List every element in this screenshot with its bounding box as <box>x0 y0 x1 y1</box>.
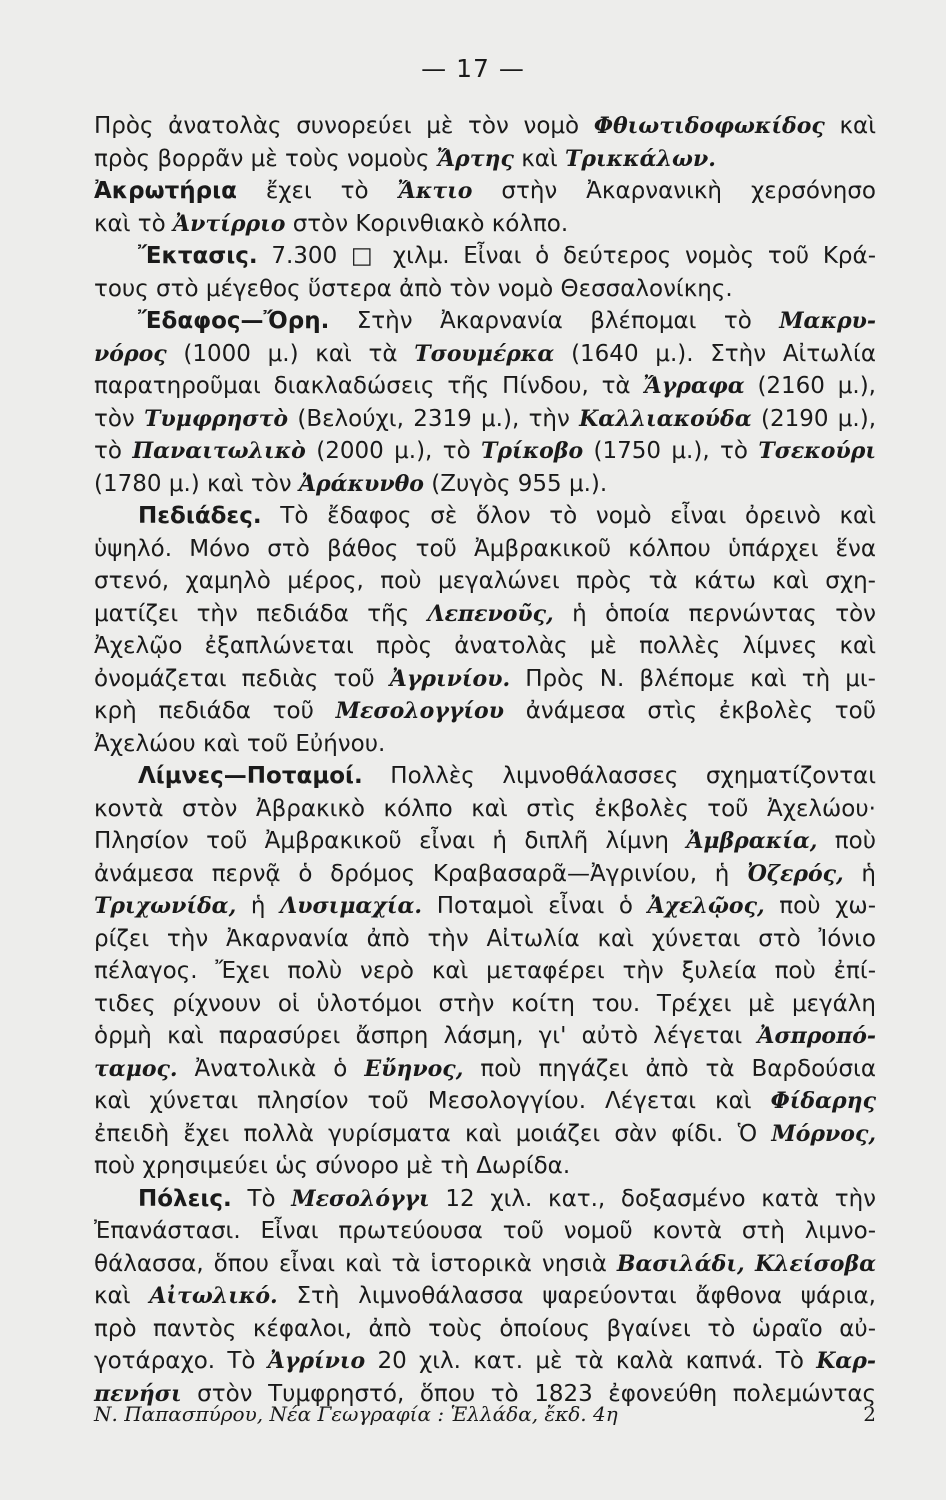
text-run: (1780 μ.) καὶ τὸν <box>94 470 299 497</box>
text-line <box>94 1345 876 1378</box>
text-run: ἀνάμεσα στὶς ἐκβολὲς τοῦ <box>503 698 877 724</box>
text-line <box>94 1183 876 1216</box>
text-run: Ἀχελῷο ἐξαπλώνεται πρὸς ἀνατολὰς μὲ πολλὲς λίμνες καὶ <box>94 633 876 659</box>
text-line <box>94 825 876 858</box>
emphasized-term: νόρος <box>94 340 167 367</box>
text-line <box>94 1118 876 1151</box>
text-line <box>94 663 876 696</box>
text-run: θάλασσα, ὅπου εἶναι καὶ τὰ ἱστορικὰ νησιὰ <box>94 1250 617 1277</box>
emphasized-term: Βασιλάδι, Κλείσοβα <box>616 1250 876 1277</box>
section-heading: Πόλεις. <box>138 1185 232 1212</box>
section-heading: Ἔδαφος—Ὄρη. <box>138 308 330 334</box>
text-run: (2000 μ.), τὸ <box>305 438 482 464</box>
emphasized-term: Ἀγρίνιο <box>267 1348 366 1374</box>
text-run: ποὺ <box>817 828 877 854</box>
text-line <box>94 1085 876 1118</box>
text-line <box>94 338 876 371</box>
text-run: τιδες ρίχνουν οἱ ὑλοτόμοι στὴν κοίτη του. Τρέχει μὲ μεγάλη <box>94 990 876 1017</box>
section-heading: Λίμνες—Ποταμοί. <box>138 763 363 789</box>
emphasized-term: Ἄκτιο <box>397 178 473 204</box>
emphasized-term: Ὀζερός, <box>747 860 844 887</box>
text-run: Ποταμοὶ εἶναι ὁ <box>422 893 648 919</box>
emphasized-term: Μόρνος, <box>771 1120 876 1147</box>
text-line <box>94 240 876 273</box>
text-line <box>94 1020 876 1053</box>
emphasized-term: Λεπενοῦς, <box>427 600 554 627</box>
text-run: Πρὸς ἀνατολὰς συνορεύει μὲ τὸν νομὸ <box>94 113 594 139</box>
section-heading: Ἔκτασις. <box>138 243 258 269</box>
text-line <box>94 695 876 728</box>
text-run: πρὸς βορρᾶν μὲ τοὺς νομοὺς <box>94 145 437 172</box>
text-run: ἡ <box>843 860 876 887</box>
text-run: Πλησίον τοῦ Ἀμβρακικοῦ εἶναι ἡ διπλῆ λίμνη <box>94 828 687 854</box>
text-run: 12 χιλ. κατ., δοξασμένο κατὰ τὴν <box>429 1185 876 1212</box>
page-footer <box>94 1402 876 1426</box>
body-text <box>94 110 876 1410</box>
emphasized-term: Τσουμέρκα <box>414 340 555 367</box>
emphasized-term: ταμος. <box>94 1055 178 1082</box>
text-line <box>94 1215 876 1248</box>
text-run: ἐπειδὴ ἔχει πολλὰ γυρίσματα καὶ μοιάζει σὰν φίδι. Ὁ <box>94 1120 772 1147</box>
text-run: ματίζει τὴν πεδιάδα τῆς <box>94 600 428 627</box>
text-run: στενό, χαμηλὸ μέρος, ποὺ μεγαλώνει πρὸς τὰ κάτω καὶ σχη- <box>94 568 876 594</box>
text-run: ὁρμὴ καὶ παρασύρει ἄσπρη λάσμη, γι' αὐτὸ λέγεται <box>94 1023 758 1049</box>
emphasized-term: Φθιωτιδοφωκίδος <box>593 113 825 139</box>
emphasized-term: Τρίκοβο <box>481 438 584 464</box>
text-line <box>94 1053 876 1086</box>
emphasized-term: Μεσολογγίου <box>335 698 504 724</box>
emphasized-term: Μακρυ- <box>779 308 876 334</box>
emphasized-term: Ἄρτης <box>436 145 514 172</box>
text-line <box>94 630 876 663</box>
text-line <box>94 143 876 176</box>
text-run: Ἐπανάστασι. Εἶναι πρωτεύουσα τοῦ νομοῦ κοντὰ στὴ λιμνο- <box>94 1218 876 1244</box>
page-number: — 17 — <box>421 54 525 83</box>
emphasized-term: Αἰτωλικό. <box>149 1283 278 1309</box>
text-run: (2160 μ.), <box>744 373 876 399</box>
text-line <box>94 1150 876 1183</box>
text-line <box>94 1248 876 1281</box>
emphasized-term: πενήσι <box>94 1380 182 1407</box>
emphasized-term: Καλλιακούδα <box>579 405 752 432</box>
text-run: Τὸ <box>231 1185 292 1212</box>
text-run: κρὴ πεδιάδα τοῦ <box>94 698 336 724</box>
text-run: ρίζει τὴν Ἀκαρνανία ἀπὸ τὴν Αἰτωλία καὶ χύνεται στὸ Ἰόνιο <box>94 925 876 952</box>
text-run: καὶ <box>824 113 876 139</box>
text-run: πρὸ παντὸς κέφαλοι, ἀπὸ τοὺς ὁποίους βγαίνει τὸ ὡραῖο αὐ- <box>94 1315 876 1342</box>
text-run: κοντὰ στὸν Ἀβρακικὸ κόλπο καὶ στὶς ἐκβολὲς τοῦ Ἀχελώου· <box>94 795 876 822</box>
text-line <box>94 598 876 631</box>
text-run: ἡ ὁποία περνώντας τὸν <box>553 600 876 627</box>
text-line <box>94 273 876 306</box>
text-run: ποὺ χω- <box>764 893 876 919</box>
text-run: Τὸ ἔδαφος σὲ ὅλον τὸ νομὸ εἶναι ὀρεινὸ καὶ <box>261 503 876 529</box>
text-line <box>94 1280 876 1313</box>
footer-citation: Ν. Παπασπύρου, Νέα Γεωγραφία : Ἑλλάδα, ἔκδ. 4η <box>94 1402 618 1426</box>
text-run: Πολλὲς λιμνοθάλασσες σχηματίζονται <box>362 763 876 789</box>
text-line <box>94 760 876 793</box>
text-run: τὸ <box>94 438 133 464</box>
emphasized-term: Λυσιμαχία. <box>280 893 423 919</box>
text-run: καὶ <box>94 1283 150 1309</box>
emphasized-term: Ἀμβρακία, <box>686 828 818 854</box>
text-run: Στὴν Ἀκαρνανία βλέπομαι τὸ <box>329 308 780 334</box>
text-run: (1000 μ.) καὶ τὰ <box>166 340 415 367</box>
text-run: ἡ <box>236 893 281 919</box>
text-line <box>94 435 876 468</box>
text-line <box>94 565 876 598</box>
emphasized-term: Μεσολόγγι <box>291 1185 430 1212</box>
emphasized-term: Ἀντίρριο <box>173 210 286 237</box>
text-run: Ἀνατολικὰ ὁ <box>177 1055 365 1082</box>
text-line <box>94 468 876 501</box>
text-run: στὴν Ἀκαρνανικὴ χερσόνησο <box>472 178 876 204</box>
section-heading: Ἀκρωτήρια <box>94 178 237 204</box>
text-line <box>94 955 876 988</box>
emphasized-term: Παναιτωλικὸ <box>132 438 306 464</box>
text-line <box>94 403 876 436</box>
emphasized-term: Τυμφρηστὸ <box>144 405 289 432</box>
text-line <box>94 858 876 891</box>
text-run: 7.300 □ χιλμ. Εἶναι ὁ δεύτερος νομὸς τοῦ Κρά- <box>257 243 876 269</box>
text-line <box>94 305 876 338</box>
text-run: (1750 μ.), τὸ <box>583 438 759 464</box>
emphasized-term: Ἀράκυνθο <box>298 470 424 497</box>
text-line <box>94 500 876 533</box>
emphasized-term: Ἀσπροπό- <box>757 1023 876 1049</box>
text-line <box>94 370 876 403</box>
text-run: Ἀχελώου καὶ τοῦ Εὐήνου. <box>94 730 386 757</box>
section-heading: Πεδιάδες. <box>138 503 262 529</box>
text-line <box>94 793 876 826</box>
text-line <box>94 988 876 1021</box>
emphasized-term: Καρ- <box>816 1348 876 1374</box>
signature-number: 2 <box>863 1402 876 1426</box>
emphasized-term: Τρικκάλων. <box>565 145 716 172</box>
text-line <box>94 175 876 208</box>
text-run: στὸν Κορινθιακὸ κόλπο. <box>285 210 569 237</box>
emphasized-term: Ἀγρινίου. <box>389 665 511 692</box>
emphasized-term: Φίδαρης <box>770 1088 876 1114</box>
text-run: παρατηροῦμαι διακλαδώσεις τῆς Πίνδου, τὰ <box>94 373 644 399</box>
text-run: γοτάραχο. Τὸ <box>94 1348 268 1374</box>
text-line <box>94 923 876 956</box>
emphasized-term: Ἀχελῷος, <box>647 893 765 919</box>
text-run: Πρὸς Ν. βλέπομε καὶ τὴ μι- <box>510 665 876 692</box>
emphasized-term: Τσεκούρι <box>758 438 876 464</box>
text-run: (Ζυγὸς 955 μ.). <box>423 470 608 497</box>
text-run: τους στὸ μέγεθος ὕστερα ἀπὸ τὸν νομὸ Θεσσαλονίκης. <box>94 275 733 302</box>
text-run: Στὴ λιμνοθάλασσα ψαρεύονται ἄφθονα ψάρια, <box>277 1283 876 1309</box>
text-run: (2190 μ.), <box>751 405 877 432</box>
text-run: 20 χιλ. κατ. μὲ τὰ καλὰ καπνά. Τὸ <box>365 1348 817 1374</box>
text-run: στὸν Τυμφρηστό, ὅπου τὸ 1823 ἐφονεύθη πολεμώντας <box>181 1380 876 1407</box>
text-run: ἀνάμεσα περνᾷ ὁ δρόμος Κραβασαρᾶ—Ἀγρινίου, ἡ <box>94 860 748 887</box>
text-run: καὶ τὸ <box>94 210 174 237</box>
emphasized-term: Ἄγραφα <box>643 373 745 399</box>
text-line <box>94 890 876 923</box>
text-run: καὶ χύνεται πλησίον τοῦ Μεσολογγίου. Λέγεται καὶ <box>94 1088 771 1114</box>
text-line <box>94 533 876 566</box>
text-run: ἔχει τὸ <box>236 178 398 204</box>
text-run: ποὺ πηγάζει ἀπὸ τὰ Βαρδούσια <box>463 1055 876 1082</box>
text-run: ὑψηλό. Μόνο στὸ βάθος τοῦ Ἀμβρακικοῦ κόλπου ὑπάρχει ἕνα <box>94 535 876 562</box>
text-run: τὸν <box>94 405 145 432</box>
emphasized-term: Τριχωνίδα, <box>94 893 237 919</box>
text-run: ποὺ χρησιμεύει ὡς σύνορο μὲ τὴ Δωρίδα. <box>94 1153 571 1179</box>
text-run: (1640 μ.). Στὴν Αἰτωλία <box>554 340 876 367</box>
text-line <box>94 208 876 241</box>
text-run: καὶ <box>513 145 566 172</box>
text-run: πέλαγος. Ἔχει πολὺ νερὸ καὶ μεταφέρει τὴν ξυλεία ποὺ ἐπί- <box>94 958 876 984</box>
emphasized-term: Εὔηνος, <box>364 1055 464 1082</box>
text-line <box>94 1313 876 1346</box>
text-run: (Βελούχι, 2319 μ.), τὴν <box>288 405 580 432</box>
text-line <box>94 728 876 761</box>
text-line <box>94 110 876 143</box>
text-run: ὀνομάζεται πεδιὰς τοῦ <box>94 665 390 692</box>
